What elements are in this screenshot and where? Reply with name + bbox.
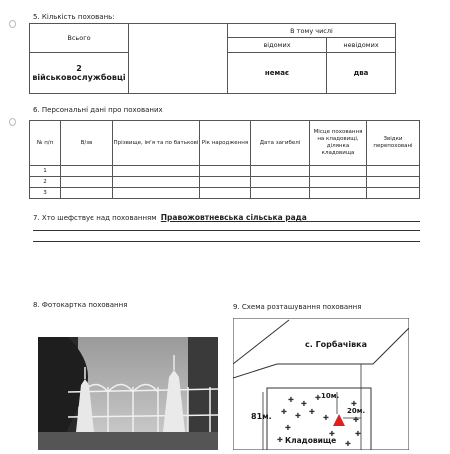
in-total-label: В тому числі (228, 24, 396, 38)
blank-line (33, 230, 420, 231)
binding-hole (9, 118, 16, 126)
burial-photo (38, 337, 218, 450)
cemetery-label: Кладовище (285, 436, 337, 445)
row-number: 2 (30, 177, 61, 188)
svg-text:✚: ✚ (285, 424, 291, 432)
section6-title: 6. Персональні дані про похованих (33, 106, 163, 114)
col-birth-year: Рік народження (200, 121, 251, 166)
svg-text:✚: ✚ (329, 430, 335, 438)
section8-title: 8. Фотокартка поховання (33, 301, 128, 309)
personal-data-table (29, 120, 420, 199)
total-value-number: 2 (76, 64, 82, 73)
underline (290, 221, 420, 222)
scheme-graphic (233, 318, 409, 450)
col-number: № п/п (30, 121, 61, 166)
unknown-label: невідомих (327, 38, 396, 53)
row-number: 3 (30, 188, 61, 199)
section5-title: 5. Кількість поховань: (33, 13, 115, 21)
blank-line (33, 241, 420, 242)
svg-text:✚: ✚ (277, 436, 283, 444)
svg-text:✚: ✚ (353, 416, 359, 424)
distance-left: 81м. (251, 412, 272, 421)
svg-text:✚: ✚ (355, 430, 361, 438)
spacer-cell (129, 24, 228, 94)
section7-label (33, 213, 307, 222)
col-reburied-from: Звідки перепоховані (367, 121, 420, 166)
svg-text:✚: ✚ (345, 440, 351, 448)
table-row (30, 177, 420, 188)
svg-text:✚: ✚ (301, 400, 307, 408)
total-label: Всього (30, 24, 129, 53)
photo-graphic (38, 337, 218, 450)
col-rank: В/зв (61, 121, 113, 166)
known-value: немає (228, 53, 327, 94)
section7-label-text: 7. Хто шефствує над похованням (33, 214, 157, 222)
row-number: 1 (30, 166, 61, 177)
section9-title: 9. Схема розташування поховання (233, 303, 362, 311)
village-label: с. Горбачівка (305, 340, 367, 349)
col-death-date: Дата загибелі (251, 121, 310, 166)
col-name: Прізвище, ім'я та по батькові (113, 121, 200, 166)
total-value (30, 53, 129, 94)
burials-count-table (29, 23, 396, 94)
svg-text:✚: ✚ (288, 396, 294, 404)
location-scheme (233, 318, 409, 450)
table-row (30, 188, 420, 199)
svg-text:✚: ✚ (323, 414, 329, 422)
binding-hole (9, 20, 16, 28)
col-burial-place: Місце поховання на кладовищі, ділянка кладовища (310, 121, 367, 166)
table-row (30, 166, 420, 177)
distance-top: 10м. (321, 392, 340, 400)
section7-value: Правожовтневська сільська рада (160, 213, 307, 222)
known-label: відомих (228, 38, 327, 53)
svg-text:✚: ✚ (281, 408, 287, 416)
unknown-value: два (327, 53, 396, 94)
svg-text:✚: ✚ (295, 412, 301, 420)
svg-text:✚: ✚ (315, 394, 321, 402)
total-value-text: військовослужбовці (32, 73, 126, 82)
svg-text:✚: ✚ (351, 400, 357, 408)
svg-text:✚: ✚ (309, 408, 315, 416)
distance-right: 20м. (347, 407, 366, 415)
